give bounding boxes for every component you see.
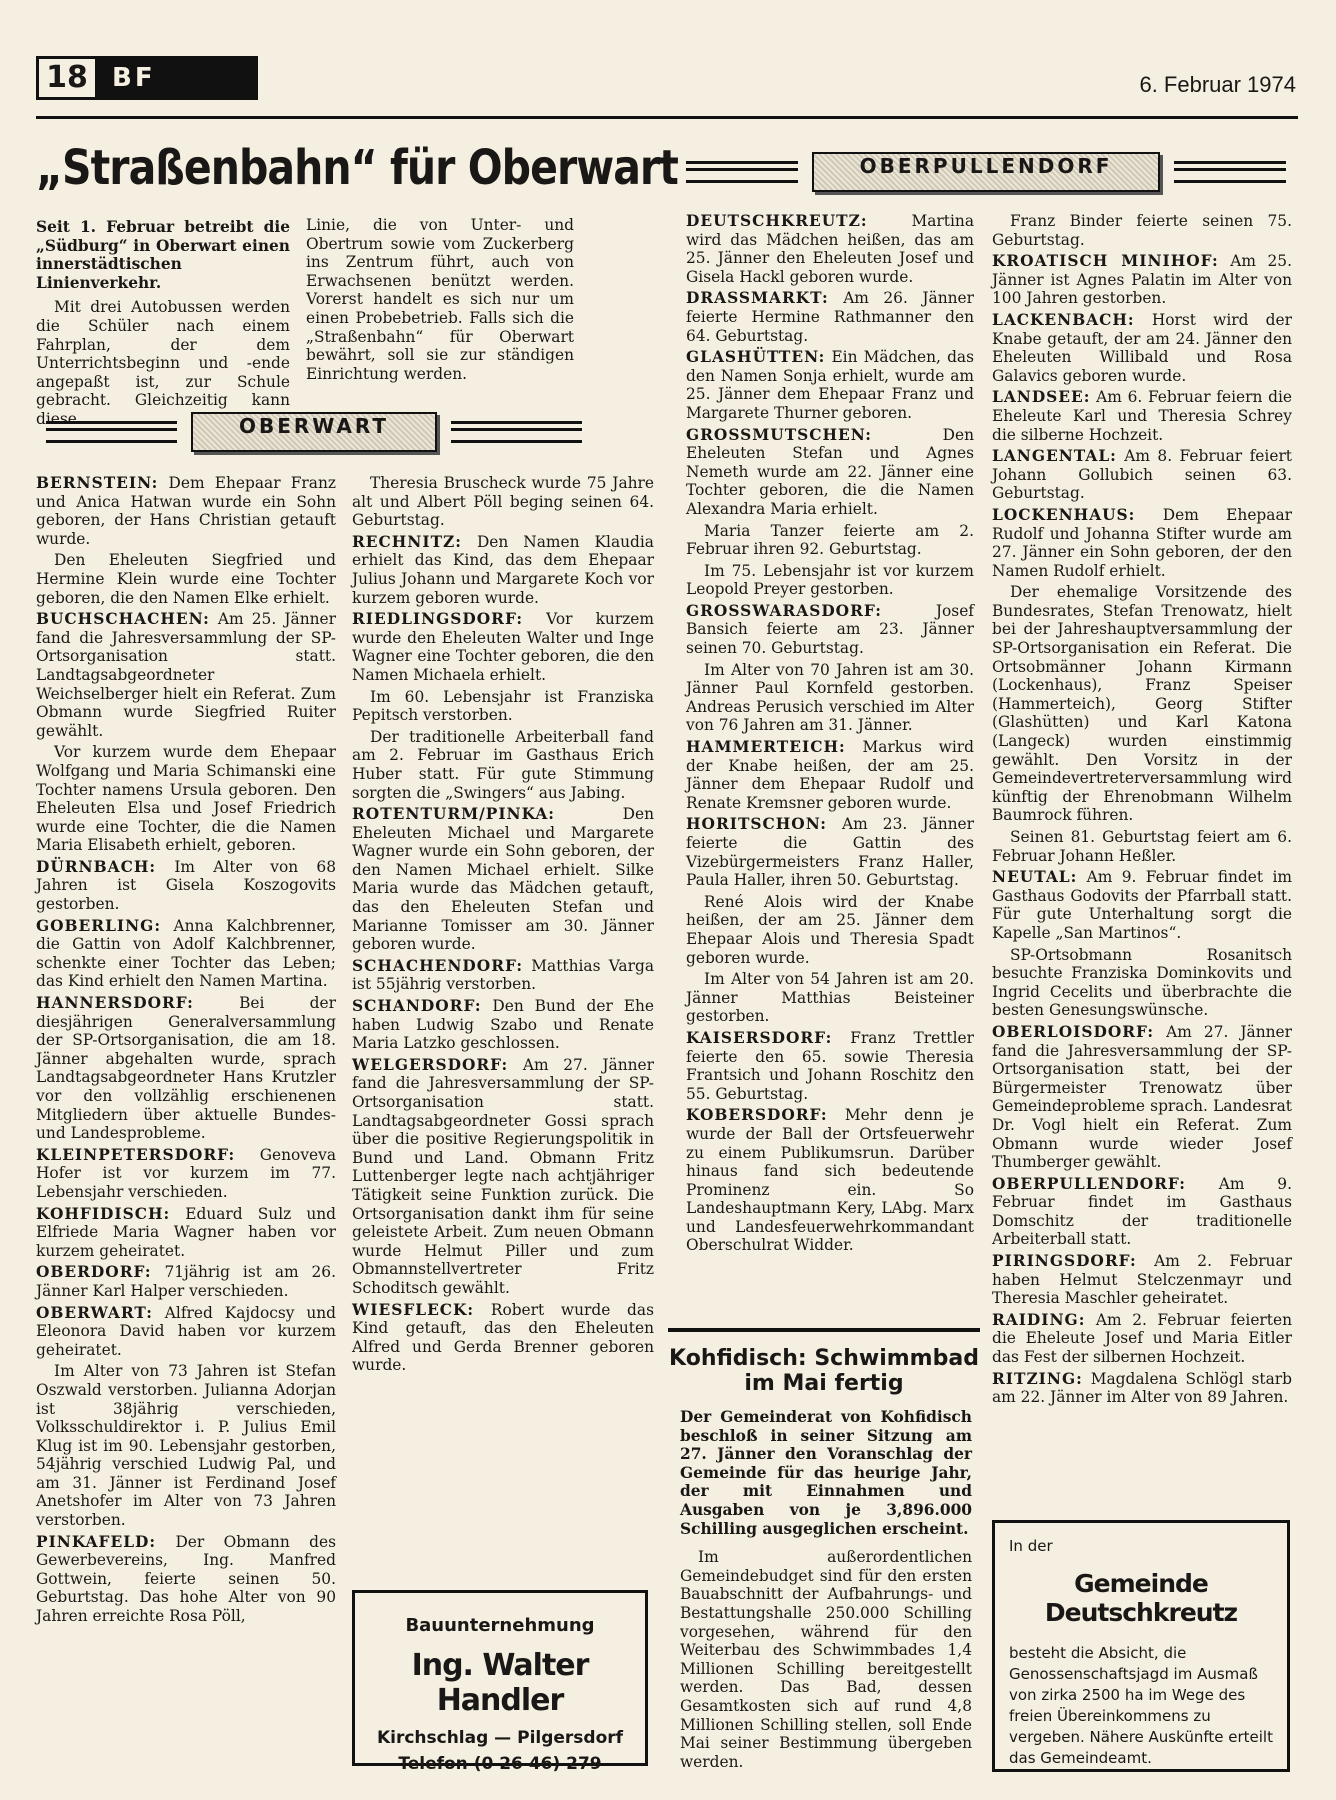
news-item: [686, 1106, 974, 1255]
ad-deutschkreutz-body: besteht die Absicht, die Genossenschaftsjagd im Ausmaß von zirka 2500 ha im Wege des freien Übereinkommens zu vergeben. Nähere Auskünfte erteilt das Gemeindeamt.: [1009, 1644, 1273, 1767]
place-name: LOCKENHAUS:: [992, 505, 1136, 524]
intro-column-1: [36, 218, 290, 429]
kohfidisch-article: [680, 1408, 972, 1771]
news-text: Am 6. Februar feiern die Eheleute Karl und Theresia Schrey die silberne Hochzeit.: [992, 388, 1292, 444]
intro-paragraph-1: Mit drei Autobussen werden die Schüler nach einem Fahrplan, der dem Unterrichtsbeginn und -ende angepaßt ist, zur Schule gebracht. Gleichzeitig kann diese: [36, 298, 290, 428]
news-text: Den Eheleuten Michael und Margarete Wagner wurde ein Sohn geboren, der den Namen Michael erhielt. Silke Maria wurde das Mädchen getauft, das den Eheleuten Stefan und Marianne Tomisser am 30. Jänner geboren wurde.: [352, 805, 654, 954]
news-text: Eduard Sulz und Elfriede Maria Wagner haben vor kurzem geheiratet.: [36, 1204, 336, 1260]
section-header-oberpullendorf: [686, 154, 1286, 190]
news-text: Den Bund der Ehe haben Ludwig Szabo und Renate Maria Latzko geschlossen.: [352, 997, 654, 1053]
section-title-oberwart: OBERWART: [191, 412, 437, 452]
place-name: DEUTSCHKREUTZ:: [686, 212, 868, 230]
page-number: 18: [36, 56, 98, 100]
place-name: RIEDLINGSDORF:: [352, 610, 524, 629]
news-text: Am 2. Februar feierten die Eheleute Josef und Maria Eitler das Fest der silbernen Hochzeit.: [992, 1310, 1292, 1367]
headline: „Straßenbahn“ für Oberwart: [36, 140, 678, 196]
place-name: WELGERSDORF:: [352, 1055, 509, 1074]
news-item: [352, 1056, 654, 1298]
news-text: Im Alter von 68 Jahren ist Gisela Koszogovits gestorben.: [36, 857, 336, 914]
news-item: [686, 970, 974, 1026]
news-item: [992, 1370, 1292, 1407]
news-item: [992, 828, 1292, 865]
news-text: Franz Binder feierte seinen 75. Geburtstag.: [992, 212, 1292, 249]
news-text: Alfred Kajdocsy und Eleonora David haben vor kurzem geheiratet.: [36, 1303, 336, 1359]
news-text: Im Alter von 73 Jahren ist Stefan Oszwald verstorben. Julianna Adorjan ist 38jährig verschieden, Volksschuldirektor i. P. Julius Emil Klug ist im 90. Lebensjahr gestorben, 54jährig verschied Ludwig Pal, und am 31. Jänner ist Ferdinand Josef Anetshofer im Alter von 73 Jahren verstorben.: [36, 1362, 336, 1530]
news-item: [36, 1205, 336, 1261]
news-item: [36, 1362, 336, 1529]
news-item: [36, 1304, 336, 1360]
kohfidisch-title: [668, 1346, 980, 1396]
news-text: Bei der diesjährigen Generalversammlung der SP-Ortsorganisation, die am 18. Jänner abgehalten wurde, sprach Landtagsabgeordneter Hans Krutzler vor den vollzählig erschienenen Mitgliedern über aktuelle Bundes- und Landesprobleme.: [36, 994, 336, 1143]
news-text: Vor kurzem wurde dem Ehepaar Wolfgang und Maria Schimanski eine Tochter namens Ursula geboren. Den Eheleuten Elsa und Josef Friedrich wurde eine Tochter, die die Namen Maria Elisabeth erhielt, geboren.: [36, 743, 336, 855]
place-name: RITZING:: [992, 1369, 1083, 1388]
news-item: [352, 474, 654, 530]
news-item: [686, 1029, 974, 1103]
place-name: DRASSMARKT:: [686, 289, 829, 308]
section-tag: BF: [112, 63, 156, 93]
news-item: [992, 583, 1292, 825]
place-name: HAMMERTEICH:: [686, 738, 846, 757]
place-name: BUCHSCHACHEN:: [36, 610, 210, 629]
news-item: [686, 602, 974, 658]
news-text: Den Namen Klaudia erhielt das Kind, das dem Ehepaar Julius Johann und Margarete Koch vor kurzem geboren wurde.: [352, 532, 654, 607]
section-bars-left: [46, 421, 177, 443]
news-text: Im 75. Lebensjahr ist vor kurzem Leopold Preyer gestorben.: [686, 561, 974, 599]
news-text: Markus wird der Knabe heißen, der am 25. Jänner dem Ehepaar Rudolf und Renate Kremsner geboren wurde.: [686, 738, 974, 812]
news-text: Am 9. Februar findet im Gasthaus Domschitz der traditionelle Arbeiterball statt.: [992, 1174, 1292, 1249]
news-text: Der traditionelle Arbeiterball fand am 2. Februar im Gasthaus Erich Huber statt. Für gute Stimmung sorgten die „Swingers“ aus Jabing.: [352, 727, 654, 802]
news-text: Martina wird das Mädchen heißen, das am 25. Jänner den Eheleuten Josef und Gisela Hackl geboren wurde.: [686, 212, 974, 286]
place-name: PINKAFELD:: [36, 1532, 157, 1551]
news-text: Maria Tanzer feierte am 2. Februar ihren 92. Geburtstag.: [686, 521, 974, 559]
news-item: [686, 289, 974, 345]
news-text: Der Obmann des Gewerbevereins, Ing. Manfred Gottwein, feierte seinen 50. Geburtstag. Das hohe Alter von 90 Jahren erreichte Rosa Pöll,: [36, 1532, 336, 1626]
kohfidisch-title-line-2: im Mai fertig: [744, 1371, 904, 1396]
news-text: Am 9. Februar findet im Gasthaus Godovits der Pfarrball statt. Für gute Unterhaltung sorgt die Kapelle „San Martinos“.: [992, 868, 1292, 942]
place-name: OBERDORF:: [36, 1263, 152, 1282]
ad-deutschkreutz-kicker: In der: [1009, 1537, 1053, 1555]
ad-deutschkreutz: [992, 1520, 1290, 1772]
article-rule: [668, 1328, 980, 1332]
news-item: [36, 1533, 336, 1626]
intro-column-2: [306, 216, 574, 383]
news-item: [686, 212, 974, 286]
news-item: [992, 1175, 1292, 1249]
news-item: [686, 348, 974, 422]
column-oberpullendorf-1: [686, 212, 974, 1255]
news-text: Seinen 81. Geburtstag feiert am 6. Februar Johann Heßler.: [992, 828, 1292, 865]
news-item: [992, 1252, 1292, 1308]
news-text: René Alois wird der Knabe heißen, der am 25. Jänner dem Ehepaar Alois und Theresia Spadt geboren wurde.: [686, 892, 974, 967]
news-item: [686, 661, 974, 735]
news-text: Horst wird der Knabe getauft, der am 24. Jänner den Eheleuten Willibald und Rosa Galavics geboren wurde.: [992, 310, 1292, 385]
news-item: [352, 610, 654, 684]
news-text: Vor kurzem wurde den Eheleuten Walter und Inge Wagner eine Tochter geboren, die den Namen Michaela erhielt.: [352, 610, 654, 684]
place-name: SCHANDORF:: [352, 997, 482, 1016]
news-text: Der ehemalige Vorsitzende des Bundesrates, Stefan Trenowatz, hielt bei der Jahreshauptversammlung der SP-Ortsorganisation ein Referat. Die Ortsobmänner Johann Kirmann (Lockenhaus), Franz Speiser (Hammerteich), Georg Stifter (Glashütten) und Karl Katona (Langeck) wurden einstimmig gewählt. Den Vorsitz in der Gemeindevertreterversammlung wird künftig der Ehrenobmann Wilhelm Baumrock führen.: [992, 583, 1292, 825]
column-oberwart-2: [352, 474, 654, 1375]
news-text: Im Alter von 54 Jahren ist am 20. Jänner Matthias Beisteiner gestorben.: [686, 970, 974, 1026]
news-text: Am 25. Jänner ist Agnes Palatin im Alter von 100 Jahren gestorben.: [992, 252, 1292, 308]
news-item: [992, 311, 1292, 385]
place-name: RAIDING:: [992, 1310, 1086, 1329]
kohfidisch-body: Im außerordentlichen Gemeindebudget sind für den ersten Bauabschnitt der Aufbahrungs- und Bestattungshalle 250.000 Schilling vorgesehen, während für den Weiterbau des Schwimmbades 1,4 Millionen Schilling bereitgestellt werden. Das Bad, dessen Gesamtkosten sich auf rund 4,8 Millionen Schilling stellen, soll Ende Mai seiner Bestimmung übergeben werden.: [680, 1548, 972, 1771]
news-item: [352, 688, 654, 725]
news-item: [352, 997, 654, 1053]
place-name: RECHNITZ:: [352, 532, 462, 551]
news-item: [686, 815, 974, 889]
news-item: [36, 1263, 336, 1300]
news-text: Am 25. Jänner fand die Jahresversammlung der SP-Ortsorganisation statt. Landtagsabgeordneter Weichselberger hielt ein Referat. Zum Obmann wurde Siegfried Ruiter gewählt.: [36, 610, 336, 740]
news-text: Am 27. Jänner fand die Jahresversammlung der SP-Ortsorganisation statt, bei der Bürgermeister Trenowatz über Gemeindeprobleme sprach. Landesrat Dr. Vogl hielt ein Referat. Zum Obmann wurde wieder Josef Thumberger gewählt.: [992, 1022, 1292, 1172]
ad-handler-name: Ing. Walter Handler: [411, 1648, 589, 1718]
news-item: [686, 522, 974, 559]
news-text: Dem Ehepaar Rudolf und Johanna Stifter wurde am 27. Jänner ein Sohn geboren, der den Namen Rudolf erhielt.: [992, 505, 1292, 580]
place-name: KROATISCH MINIHOF:: [992, 252, 1219, 271]
kohfidisch-lead: Der Gemeinderat von Kohfidisch beschloß in seiner Sitzung am 27. Jänner den Voranschlag der Gemeinde für das heurige Jahr, der mit Einnahmen und Ausgaben von je 3,896.000 Schilling ausgeglichen erscheint.: [680, 1408, 972, 1538]
intro-paragraph-2: Linie, die von Unter- und Obertrum sowie vom Zuckerberg ins Zentrum führt, auch von Erwachsenen benützt werden. Vorerst handelt es sich nur um einen Probebetrieb. Falls sich die „Straßenbahn“ für Oberwart bewährt, soll sie zur ständigen Einrichtung werden.: [306, 216, 574, 383]
news-item: [992, 388, 1292, 444]
place-name: WIESFLECK:: [352, 1300, 475, 1319]
place-name: HORITSCHON:: [686, 815, 827, 834]
place-name: LANGENTAL:: [992, 447, 1117, 466]
news-text: Dem Ehepaar Franz und Anica Hatwan wurde ein Sohn geboren, der Hans Christian getauft wurde.: [36, 474, 336, 548]
column-oberpullendorf-2: [992, 212, 1292, 1407]
news-text: Theresia Bruscheck wurde 75 Jahre alt und Albert Pöll beging seinen 64. Geburtstag.: [352, 474, 654, 530]
news-text: Robert wurde das Kind getauft, das den Eheleuten Alfred und Gerda Brenner geboren wurde.: [352, 1300, 654, 1375]
issue-date: 6. Februar 1974: [1139, 72, 1296, 97]
news-item: [352, 957, 654, 994]
news-item: [686, 738, 974, 812]
place-name: KAISERSDORF:: [686, 1028, 833, 1047]
section-title-oberpullendorf: OBERPULLENDORF: [812, 152, 1161, 192]
news-item: [36, 551, 336, 607]
news-text: Am 27. Jänner fand die Jahresversammlung der SP-Ortsorganisation statt. Landtagsabgeordneter Gossi sprach über die positive Regierungspolitik in Bund und Land. Obmann Fritz Luttenberger legte nach achtjähriger Tätigkeit seine Funktion zurück. Die Ortsorganisation dankt ihm für seine geleistete Arbeit. Zum neuen Obmann wurde Helmut Piller und zum Obmannstellvertreter Fritz Schoditsch gewählt.: [352, 1055, 654, 1297]
place-name: GROSSMUTSCHEN:: [686, 425, 872, 444]
ad-handler-address: Kirchschlag — Pilgersdorf: [376, 1728, 624, 1748]
news-item: [992, 946, 1292, 1020]
news-item: [352, 533, 654, 607]
news-text: Im Alter von 70 Jahren ist am 30. Jänner Paul Kornfeld gestorben. Andreas Perusich verschied im Alter von 76 Jahren am 31. Jänner.: [686, 660, 974, 735]
news-item: [992, 212, 1292, 249]
news-text: Am 2. Februar haben Helmut Stelczenmayr und Theresia Maschler geheiratet.: [992, 1252, 1292, 1308]
news-text: Anna Kalchbrenner, die Gattin von Adolf Kalchbrenner, schenkte einer Tochter das Leben; das Kind erhielt den Namen Martina.: [36, 916, 336, 991]
ad-handler: [352, 1590, 648, 1774]
section-header-oberwart: [46, 414, 582, 450]
intro-lead: Seit 1. Februar betreibt die „Südburg“ in Oberwart einen innerstädtischen Linienverkehr.: [36, 218, 290, 292]
news-item: [352, 805, 654, 954]
news-text: Magdalena Schlögl starb am 22. Jänner im Alter von 89 Jahren.: [992, 1369, 1292, 1407]
news-text: Am 23. Jänner feierte die Gattin des Vizebürgermeisters Franz Haller, Paula Haller, ihren 50. Geburtstag.: [686, 815, 974, 890]
place-name: HANNERSDORF:: [36, 994, 194, 1013]
news-text: 71jährig ist am 26. Jänner Karl Halper verschieden.: [36, 1263, 336, 1300]
column-oberwart-1: [36, 474, 336, 1626]
place-name: ROTENTURM/PINKA:: [352, 805, 555, 824]
place-name: GLASHÜTTEN:: [686, 348, 826, 367]
place-name: OBERLOISDORF:: [992, 1022, 1155, 1041]
place-name: KOBERSDORF:: [686, 1106, 828, 1125]
news-item: [352, 728, 654, 802]
section-bars-right: [1174, 161, 1286, 183]
place-name: BERNSTEIN:: [36, 474, 159, 492]
news-text: SP-Ortsobmann Rosanitsch besuchte Franziska Dominkovits und Ingrid Cecelits und überbrachte die besten Genesungswünsche.: [992, 945, 1292, 1020]
news-text: Josef Bansich feierte am 23. Jänner seinen 70. Geburtstag.: [686, 601, 974, 658]
news-item: [686, 562, 974, 599]
news-item: [992, 1311, 1292, 1367]
place-name: GOBERLING:: [36, 916, 161, 935]
ad-handler-phone: Telefon (0 26 46) 279: [398, 1754, 602, 1774]
news-text: Franz Trettler feierte den 65. sowie Theresia Frantsich und Johann Roschitz den 55. Geburtstag.: [686, 1028, 974, 1103]
news-item: [992, 252, 1292, 308]
header-rule: [36, 116, 1298, 119]
place-name: LANDSEE:: [992, 388, 1091, 407]
news-item: [686, 893, 974, 967]
place-name: KOHFIDISCH:: [36, 1204, 171, 1223]
news-item: [686, 426, 974, 519]
place-name: OBERPULLENDORF:: [992, 1174, 1186, 1193]
place-name: LACKENBACH:: [992, 310, 1135, 329]
news-item: [352, 1301, 654, 1375]
news-item: [992, 506, 1292, 580]
news-item: [992, 868, 1292, 942]
news-item: [36, 1146, 336, 1202]
news-item: [36, 474, 336, 548]
news-item: [36, 994, 336, 1143]
kohfidisch-title-line-1: Kohfidisch: Schwimmbad: [669, 1346, 979, 1371]
ad-deutschkreutz-title: Gemeinde Deutschkreutz: [1044, 1569, 1238, 1627]
news-text: Matthias Varga ist 55jährig verstorben.: [352, 956, 654, 994]
place-name: OBERWART:: [36, 1303, 153, 1322]
news-item: [36, 610, 336, 740]
ad-handler-kicker: Bauunternehmung: [405, 1615, 595, 1636]
place-name: KLEINPETERSDORF:: [36, 1145, 236, 1164]
place-name: DÜRNBACH:: [36, 857, 157, 876]
news-text: Am 26. Jänner feierte Hermine Rathmanner den 64. Geburtstag.: [686, 289, 974, 345]
news-item: [36, 858, 336, 914]
section-bars-left: [686, 161, 798, 183]
place-name: NEUTAL:: [992, 868, 1078, 887]
news-text: Genoveva Hofer ist vor kurzem im 77. Lebensjahr verschieden.: [36, 1145, 336, 1201]
place-name: SCHACHENDORF:: [352, 956, 524, 975]
place-name: GROSSWARASDORF:: [686, 601, 882, 620]
news-text: Im 60. Lebensjahr ist Franziska Pepitsch verstorben.: [352, 687, 654, 725]
section-bars-right: [451, 421, 582, 443]
news-item: [36, 743, 336, 855]
news-text: Mehr denn je wurde der Ball der Ortsfeuerwehr zu einem Publikumsrun. Darüber hinaus fand sich bedeutende Prominenz ein. So Landeshauptmann Kery, LAbg. Marx und Landesfeuerwehrkommandant Oberschulrat Widder.: [686, 1106, 974, 1255]
news-item: [992, 1023, 1292, 1172]
news-item: [36, 917, 336, 991]
news-text: Ein Mädchen, das den Namen Sonja erhielt, wurde am 25. Jänner dem Ehepaar Franz und Margarete Thurner geboren.: [686, 348, 974, 422]
place-name: PIRINGSDORF:: [992, 1252, 1137, 1271]
news-item: [992, 447, 1292, 503]
news-text: Den Eheleuten Siegfried und Hermine Klein wurde eine Tochter geboren, die den Namen Elke erhielt.: [36, 551, 336, 607]
news-text: Am 8. Februar feiert Johann Gollubich seinen 63. Geburtstag.: [992, 447, 1292, 503]
news-text: Den Eheleuten Stefan und Agnes Nemeth wurde am 22. Jänner eine Tochter geboren, die die Namen Alexandra Maria erhielt.: [686, 425, 974, 518]
